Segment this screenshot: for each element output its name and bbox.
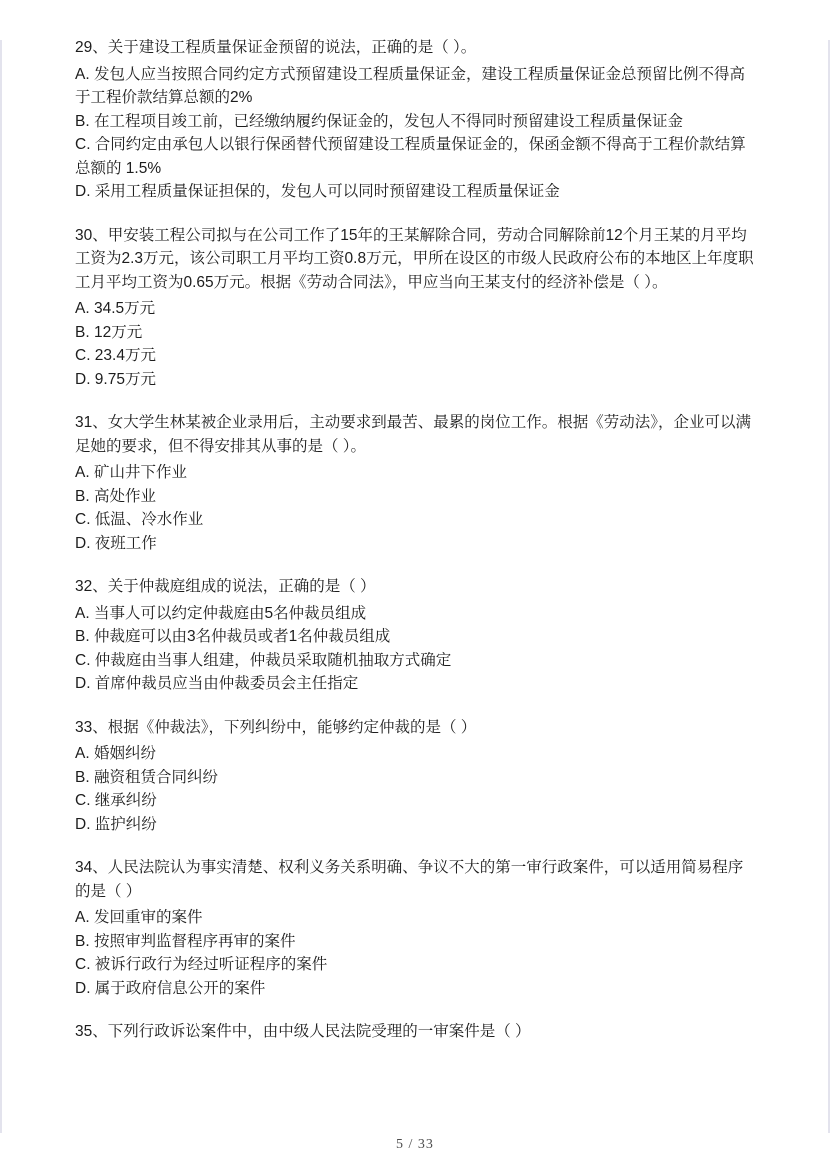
question-option-a: A. 发回重审的案件: [75, 909, 203, 926]
question-option-b: B. 仲裁庭可以由3名仲裁员或者1名仲裁员组成: [75, 628, 391, 645]
question-option-a: A. 发包人应当按照合同约定方式预留建设工程质量保证金，建设工程质量保证金总预留比例不得高于工程价款结算总额的2%: [75, 65, 745, 106]
question-stem: 33、根据《仲裁法》，下列纠纷中，能够约定仲裁的是（ ）: [75, 718, 477, 736]
page-number: 5 / 33: [396, 1137, 434, 1152]
question-35: [75, 1020, 756, 1044]
question-option-a: A. 当事人可以约定仲裁庭由5名仲裁员组成: [75, 604, 367, 622]
question-option-d: D. 夜班工作: [75, 534, 157, 552]
question-option-d: D. 采用工程质量保证担保的，发包人可以同时预留建设工程质量保证金: [75, 183, 560, 200]
question-option-c: C. 继承纠纷: [75, 792, 157, 809]
question-option-d: D. 属于政府信息公开的案件: [75, 979, 266, 997]
question-option-a: A. 矿山井下作业: [75, 464, 187, 481]
question-33: [75, 716, 756, 837]
question-option-b: B. 12万元: [75, 323, 143, 341]
question-option-d: D. 首席仲裁员应当由仲裁委员会主任指定: [75, 675, 359, 692]
question-option-d: D. 9.75万元: [75, 370, 156, 388]
question-option-c: C. 合同约定由承包人以银行保函替代预留建设工程质量保证金的，保函金额不得高于工程价款结算总额的 1.5%: [75, 136, 746, 177]
question-option-a: A. 婚姻纠纷: [75, 745, 156, 762]
question-option-a: A. 34.5万元: [75, 300, 156, 317]
question-31: [75, 411, 756, 555]
question-option-b: B. 在工程项目竣工前，已经缴纳履约保证金的，发包人不得同时预留建设工程质量保证金: [75, 112, 683, 130]
question-option-b: B. 融资租赁合同纠纷: [75, 768, 218, 786]
question-option-b: B. 按照审判监督程序再审的案件: [75, 932, 296, 950]
question-option-c: C. 低温、冷水作业: [75, 511, 204, 528]
question-stem: 32、关于仲裁庭组成的说法，正确的是（ ）: [75, 578, 376, 595]
question-option-b: B. 高处作业: [75, 487, 156, 505]
question-stem: 29、关于建设工程质量保证金预留的说法，正确的是（ ）。: [75, 39, 477, 56]
question-32: [75, 575, 756, 696]
question-option-d: D. 监护纠纷: [75, 815, 157, 833]
question-option-c: C. 23.4万元: [75, 347, 156, 364]
question-30: [75, 224, 756, 392]
question-stem: 34、人民法院认为事实清楚、权利义务关系明确、争议不大的第一审行政案件，可以适用简易程序的是（ ）: [75, 859, 744, 900]
question-34: [75, 856, 756, 1000]
question-stem: 30、甲安装工程公司拟与在公司工作了15年的王某解除合同，劳动合同解除前12个月王某的月平均工资为2.3万元，该公司职工月平均工资0.8万元，甲所在设区的市级人民政府公布的本地区上年度职工月平均工资为0.65万元。根据《劳动合同法》，甲应当向王某支付的经济补偿是（ ）。: [75, 226, 754, 291]
question-29: [75, 36, 756, 204]
question-option-c: C. 仲裁庭由当事人组建，仲裁员采取随机抽取方式确定: [75, 651, 452, 669]
question-stem: 31、女大学生林某被企业录用后，主动要求到最苦、最累的岗位工作。根据《劳动法》，企业可以满足她的要求，但不得安排其从事的是（ ）。: [75, 414, 751, 455]
question-option-c: C. 被诉行政行为经过听证程序的案件: [75, 956, 328, 973]
question-stem: 35、下列行政诉讼案件中，由中级人民法院受理的一审案件是（ ）: [75, 1023, 531, 1040]
